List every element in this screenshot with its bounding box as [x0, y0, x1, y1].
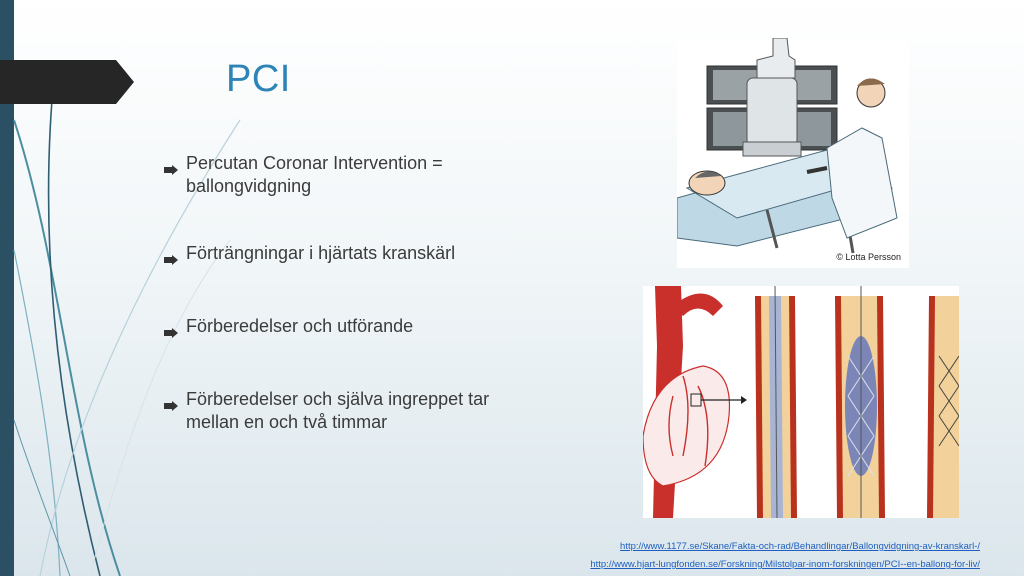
title-arrow-shape	[0, 60, 136, 104]
arrow-bullet-icon	[164, 158, 186, 181]
angiography-illustration	[677, 38, 909, 268]
source-link-hjart-lungfonden[interactable]: http://www.hjart-lungfonden.se/Forskning/Milstolpar-inom-forskningen/PCI--en-ballong-for-liv/	[590, 559, 980, 570]
image-caption: © Lotta Persson	[836, 252, 901, 262]
bullet-text: Förträngningar i hjärtats kranskärl	[186, 243, 456, 263]
arrow-bullet-icon	[164, 394, 186, 417]
artery-stage-2	[835, 286, 885, 518]
arrow-bullet-icon	[164, 248, 186, 271]
bullet-item	[164, 152, 524, 198]
bullet-text: Percutan Coronar Intervention = ballongvidgning	[186, 153, 443, 196]
bullet-list	[164, 152, 524, 434]
bullet-item	[164, 242, 524, 271]
arrow-bullet-icon	[164, 321, 186, 344]
bullet-item	[164, 388, 524, 434]
source-links	[590, 538, 980, 574]
artery-stage-1	[755, 286, 797, 518]
bullet-text: Förberedelser och utförande	[186, 316, 414, 336]
bullet-item	[164, 315, 524, 344]
stent-illustration	[643, 286, 959, 518]
source-link-1177[interactable]: http://www.1177.se/Skane/Fakta-och-rad/Behandlingar/Ballongvidgning-av-kranskarl-/	[620, 541, 980, 552]
bullet-text: Förberedelser och själva ingreppet tar mellan en och två timmar	[186, 389, 490, 432]
artery-stage-3	[927, 296, 959, 518]
slide-title: PCI	[226, 58, 291, 100]
